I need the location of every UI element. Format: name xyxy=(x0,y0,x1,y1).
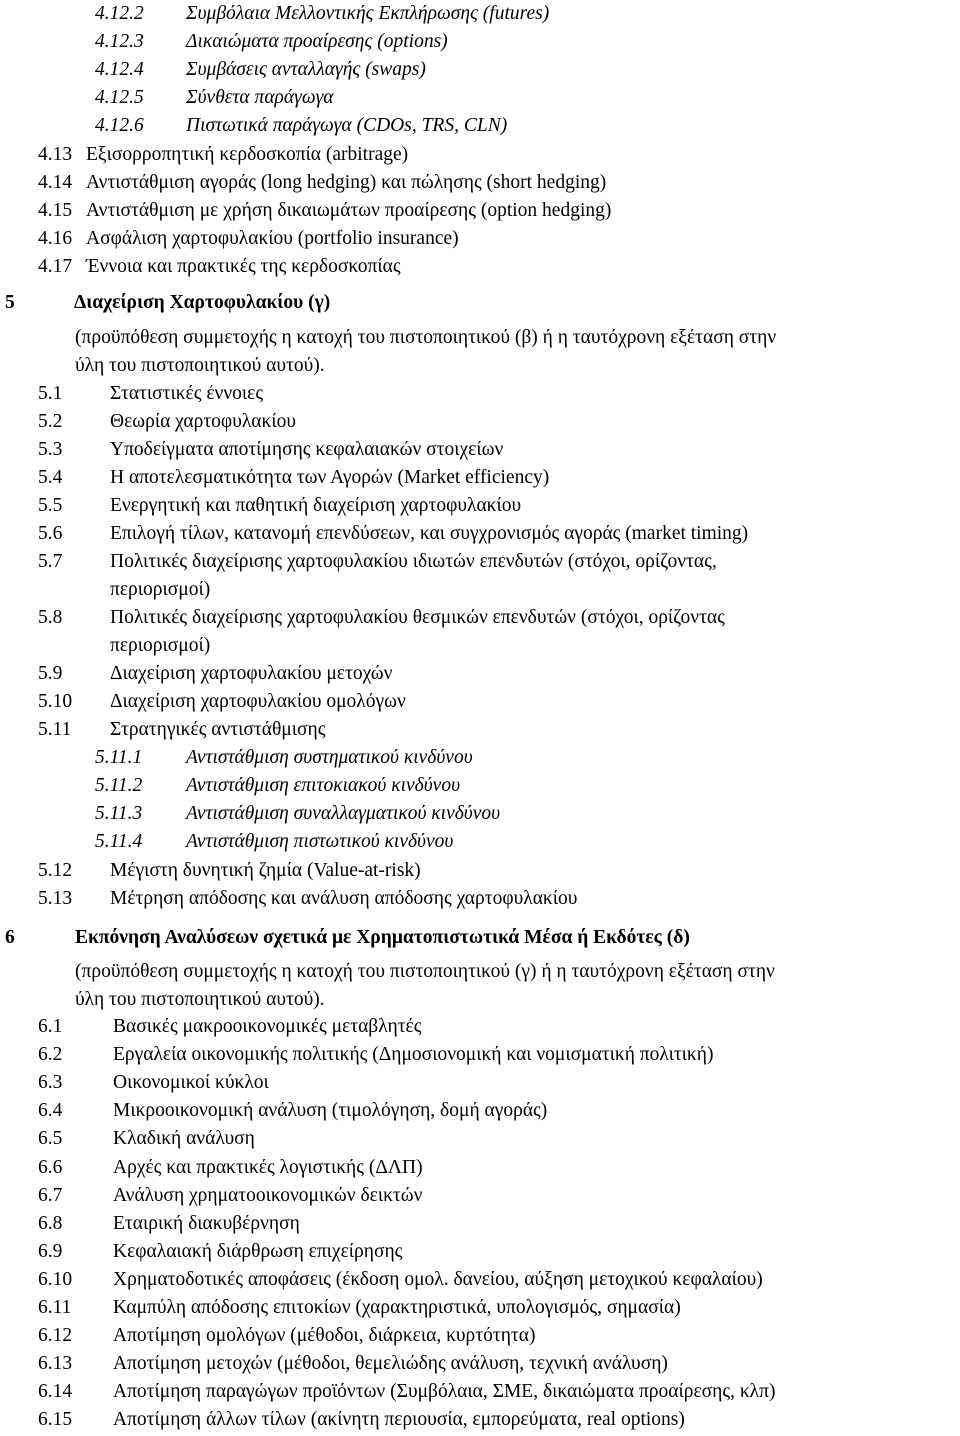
toc-number: 5.1 xyxy=(38,383,63,404)
section-title: Διαχείριση Χαρτοφυλακίου (γ) xyxy=(74,292,331,313)
toc-number: 4.12.5 xyxy=(95,87,144,108)
toc-number: 6.8 xyxy=(38,1213,63,1234)
toc-number: 5.6 xyxy=(38,523,63,544)
section-number: 5 xyxy=(5,292,15,313)
toc-text: Πιστωτικά παράγωγα (CDOs, TRS, CLN) xyxy=(186,115,508,136)
toc-text: Συμβάσεις ανταλλαγής (swaps) xyxy=(186,59,426,80)
toc-text: Πολιτικές διαχείρισης χαρτοφυλακίου θεσμικών επενδυτών (στόχοι, ορίζοντας xyxy=(110,607,725,628)
toc-text: Εργαλεία οικονομικής πολιτικής (Δημοσιονομική και νομισματική πολιτική) xyxy=(113,1044,714,1065)
toc-text: Βασικές μακροοικονομικές μεταβλητές xyxy=(113,1016,422,1037)
toc-text: Επιλογή τίλων, κατανομή επενδύσεων, και συγχρονισμός αγοράς (market timing) xyxy=(110,523,749,544)
toc-number: 5.11.4 xyxy=(95,831,143,852)
toc-text: Οικονομικοί κύκλοι xyxy=(113,1072,269,1093)
toc-text: Διαχείριση χαρτοφυλακίου μετοχών xyxy=(110,663,393,684)
toc-number: 4.17 xyxy=(38,256,73,277)
toc-text: Χρηματοδοτικές αποφάσεις (έκδοση ομολ. δανείου, αύξηση μετοχικού κεφαλαίου) xyxy=(113,1269,763,1290)
toc-text: Αποτίμηση μετοχών (μέθοδοι, θεμελιώδης ανάλυση, τεχνική ανάλυση) xyxy=(113,1353,668,1374)
toc-number: 6.10 xyxy=(38,1269,73,1290)
toc-number: 4.14 xyxy=(38,172,73,193)
toc-number: 6.12 xyxy=(38,1325,73,1346)
toc-number: 6.11 xyxy=(38,1297,72,1318)
toc-text: Στρατηγικές αντιστάθμισης xyxy=(110,719,326,740)
toc-text: Υποδείγματα αποτίμησης κεφαλαιακών στοιχείων xyxy=(110,439,504,460)
toc-number: 4.15 xyxy=(38,200,73,221)
toc-item-5-7-continued: περιορισμοί) xyxy=(110,579,211,600)
toc-text: Ασφάλιση χαρτοφυλακίου (portfolio insurance) xyxy=(86,228,459,249)
section-title: Εκπόνηση Αναλύσεων σχετικά με Χρηματοπιστωτικά Μέσα ή Εκδότες (δ) xyxy=(75,927,690,948)
toc-text: Αντιστάθμιση επιτοκιακού κινδύνου xyxy=(186,775,461,796)
toc-number: 5.11.1 xyxy=(95,747,143,768)
toc-text: Ενεργητική και παθητική διαχείριση χαρτοφυλακίου xyxy=(110,495,522,516)
toc-number: 5.5 xyxy=(38,495,63,516)
toc-number: 6.7 xyxy=(38,1185,63,1206)
toc-text: Αποτίμηση παραγώγων προϊόντων (Συμβόλαια, ΣΜΕ, δικαιώματα προαίρεσης, κλπ) xyxy=(113,1381,776,1402)
toc-text: Κεφαλαιακή διάρθρωση επιχείρησης xyxy=(113,1241,403,1262)
toc-text: Εταιρική διακυβέρνηση xyxy=(113,1213,300,1234)
toc-text: Δικαιώματα προαίρεσης (options) xyxy=(186,31,448,52)
toc-text: Αποτίμηση άλλων τίλων (ακίνητη περιουσία, εμπορεύματα, real options) xyxy=(113,1409,685,1430)
toc-text: Μέγιστη δυνητική ζημία (Value-at-risk) xyxy=(110,860,421,881)
toc-text: Διαχείριση χαρτοφυλακίου ομολόγων xyxy=(110,691,406,712)
toc-number: 4.13 xyxy=(38,144,73,165)
toc-text: Αντιστάθμιση με χρήση δικαιωμάτων προαίρεσης (option hedging) xyxy=(86,200,612,221)
toc-number: 6.3 xyxy=(38,1072,63,1093)
toc-text: Αποτίμηση ομολόγων (μέθοδοι, διάρκεια, κυρτότητα) xyxy=(113,1325,536,1346)
toc-number: 6.4 xyxy=(38,1100,63,1121)
toc-text: Έννοια και πρακτικές της κερδοσκοπίας xyxy=(86,256,401,277)
toc-number: 4.12.3 xyxy=(95,31,144,52)
toc-number: 5.11.3 xyxy=(95,803,143,824)
toc-text: Ανάλυση χρηματοοικονομικών δεικτών xyxy=(113,1185,423,1206)
toc-number: 5.9 xyxy=(38,663,63,684)
section-6-prereq-line1: (προϋπόθεση συμμετοχής η κατοχή του πιστοποιητικού (γ) ή η ταυτόχρονη εξέταση στην xyxy=(75,961,775,982)
toc-number: 6.2 xyxy=(38,1044,63,1065)
toc-text: Εξισορροπητική κερδοσκοπία (arbitrage) xyxy=(86,144,409,165)
toc-number: 6.6 xyxy=(38,1157,63,1178)
toc-item-5-8-continued: περιορισμοί) xyxy=(110,635,211,656)
section-5-prereq-line1: (προϋπόθεση συμμετοχής η κατοχή του πιστοποιητικού (β) ή η ταυτόχρονη εξέταση στην xyxy=(75,327,777,348)
toc-number: 5.10 xyxy=(38,691,73,712)
toc-number: 5.4 xyxy=(38,467,63,488)
section-5-prereq-line2: ύλη του πιστοποιητικού αυτού). xyxy=(75,355,325,376)
toc-number: 6.13 xyxy=(38,1353,73,1374)
toc-number: 4.12.4 xyxy=(95,59,144,80)
toc-text: Κλαδική ανάλυση xyxy=(113,1128,255,1149)
toc-number: 5.12 xyxy=(38,860,73,881)
toc-number: 5.2 xyxy=(38,411,63,432)
toc-text: Αντιστάθμιση αγοράς (long hedging) και πώλησης (short hedging) xyxy=(86,172,607,193)
toc-number: 6.9 xyxy=(38,1241,63,1262)
toc-number: 5.7 xyxy=(38,551,63,572)
toc-text: Μέτρηση απόδοσης και ανάλυση απόδοσης χαρτοφυλακίου xyxy=(110,888,578,909)
toc-text: Σύνθετα παράγωγα xyxy=(186,87,334,108)
toc-number: 5.8 xyxy=(38,607,63,628)
toc-text: Αρχές και πρακτικές λογιστικής (ΔΛΠ) xyxy=(113,1157,423,1178)
toc-number: 6.15 xyxy=(38,1409,73,1430)
toc-text: Θεωρία χαρτοφυλακίου xyxy=(110,411,296,432)
section-6-prereq-line2: ύλη του πιστοποιητικού αυτού). xyxy=(75,989,325,1010)
toc-number: 6.5 xyxy=(38,1128,63,1149)
toc-text: Στατιστικές έννοιες xyxy=(110,383,264,404)
toc-text: Καμπύλη απόδοσης επιτοκίων (χαρακτηριστικά, υπολογισμός, σημασία) xyxy=(113,1297,681,1318)
toc-text: Η αποτελεσματικότητα των Αγορών (Market efficiency) xyxy=(110,467,550,488)
toc-number: 6.1 xyxy=(38,1016,63,1037)
toc-text: Αντιστάθμιση συναλλαγματικού κινδύνου xyxy=(186,803,501,824)
toc-text: Αντιστάθμιση συστηματικού κινδύνου xyxy=(186,747,473,768)
toc-number: 4.12.6 xyxy=(95,115,144,136)
toc-text: Μικροοικονομική ανάλυση (τιμολόγηση, δομή αγοράς) xyxy=(113,1100,548,1121)
toc-number: 5.11 xyxy=(38,719,72,740)
toc-number: 4.12.2 xyxy=(95,3,144,24)
toc-number: 6.14 xyxy=(38,1381,73,1402)
toc-text: Συμβόλαια Μελλοντικής Εκπλήρωσης (futures) xyxy=(186,3,550,24)
section-number: 6 xyxy=(5,927,15,948)
toc-text: Αντιστάθμιση πιστωτικού κινδύνου xyxy=(186,831,454,852)
toc-number: 5.13 xyxy=(38,888,73,909)
toc-number: 4.16 xyxy=(38,228,73,249)
toc-text: Πολιτικές διαχείρισης χαρτοφυλακίου ιδιωτών επενδυτών (στόχοι, ορίζοντας, xyxy=(110,551,717,572)
toc-number: 5.11.2 xyxy=(95,775,143,796)
toc-number: 5.3 xyxy=(38,439,63,460)
